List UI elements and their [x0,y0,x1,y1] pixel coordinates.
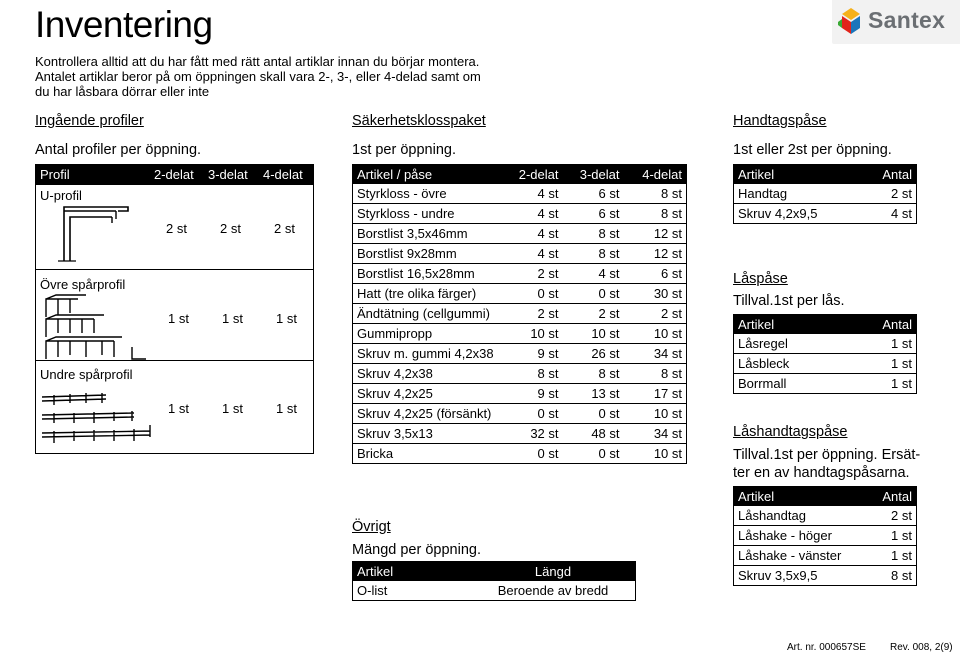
security-row-cell: Borstlist 16,5x28mm [353,264,508,284]
security-row-cell: 6 st [624,264,687,284]
security-row-cell: Borstlist 9x28mm [353,244,508,264]
lock-header-row [734,315,917,335]
security-row [353,324,687,344]
lockhandle-row [734,546,917,566]
lockhandle-row [734,506,917,526]
other-row [353,581,636,601]
security-col-3delat: 3-delat [563,165,624,185]
security-row-cell: 10 st [563,324,624,344]
security-row-cell: 8 st [507,364,562,384]
lockhandle-row-cell: 1 st [858,546,917,566]
security-row-cell: 4 st [507,184,562,204]
security-row-cell: 2 st [507,264,562,284]
security-row-cell: 6 st [563,184,624,204]
security-row-cell: 17 st [624,384,687,404]
lockhandle-col-article: Artikel [734,487,859,507]
lock-row-cell: Låsbleck [734,354,859,374]
security-row [353,404,687,424]
lock-row-cell: Låsregel [734,334,859,354]
lockhandle-heading: Låshandtagspåse [733,424,848,440]
handle-row [734,184,917,204]
undre-3delat: 1 st [222,401,243,416]
security-row-cell: Skruv 4,2x25 (försänkt) [353,404,508,424]
security-header-row [353,165,687,185]
security-table [352,164,687,464]
security-row-cell: 2 st [563,304,624,324]
security-row-cell: 10 st [624,324,687,344]
santex-logo-icon [838,8,864,36]
profiles-heading: Ingående profiler [35,113,144,129]
other-col-article: Artikel [353,562,472,582]
security-row-cell: Styrkloss - övre [353,184,508,204]
security-row-cell: 10 st [507,324,562,344]
lock-col-count: Antal [858,315,917,335]
u-profil-4delat: 2 st [274,221,295,236]
security-row-cell: 12 st [624,244,687,264]
security-row-cell: Skruv 4,2x25 [353,384,508,404]
security-row-cell: 8 st [563,244,624,264]
security-row-cell: Hatt (tre olika färger) [353,284,508,304]
lock-row [734,354,917,374]
security-row [353,184,687,204]
security-row-cell: 6 st [563,204,624,224]
security-row-cell: 0 st [563,284,624,304]
security-col-4delat: 4-delat [624,165,687,185]
security-row [353,244,687,264]
other-header-row [353,562,636,582]
intro-line-2: Antalet artiklar beror på om öppningen skall vara 2-, 3-, eller 4-delad samt om du har låsbara dörrar eller inte [35,69,481,99]
security-row-cell: 9 st [507,344,562,364]
security-row-cell: Bricka [353,444,508,464]
lockhandle-subtitle-line-2: ter en av handtagspåsarna. [733,465,910,481]
security-row-cell: 8 st [624,184,687,204]
page-title: Inventering [35,4,213,45]
security-row-cell: 13 st [563,384,624,404]
lock-col-article: Artikel [734,315,859,335]
u-profil-3delat: 2 st [220,221,241,236]
lockhandle-row-cell: Låshake - vänster [734,546,859,566]
ovre-3delat: 1 st [222,311,243,326]
security-row-cell: 12 st [624,224,687,244]
handle-row-cell: 4 st [858,204,917,224]
security-row-cell: Gummipropp [353,324,508,344]
lock-row-cell: Borrmall [734,374,859,394]
ovre-4delat: 1 st [276,311,297,326]
profile-name-u: U-profil [40,188,82,203]
security-row-cell: 26 st [563,344,624,364]
ovre-2delat: 1 st [168,311,189,326]
footer-revision: Rev. 008, 2(9) [890,642,953,653]
security-row-cell: 0 st [563,404,624,424]
security-row-cell: Borstlist 3,5x46mm [353,224,508,244]
security-row-cell: 8 st [563,224,624,244]
handle-col-article: Artikel [734,165,859,185]
other-table [352,561,636,601]
lock-row-cell: 1 st [858,354,917,374]
handle-row-cell: Skruv 4,2x9,5 [734,204,859,224]
handle-subtitle: 1st eller 2st per öppning. [733,142,892,158]
security-row-cell: 10 st [624,444,687,464]
handle-row-cell: 2 st [858,184,917,204]
security-row-cell: 8 st [563,364,624,384]
security-row-cell: Ändtätning (cellgummi) [353,304,508,324]
security-row-cell: Skruv 4,2x38 [353,364,508,384]
lockhandle-row-cell: 2 st [858,506,917,526]
security-row-cell: 4 st [563,264,624,284]
other-row-cell: O-list [353,581,472,601]
security-row-cell: 8 st [624,204,687,224]
lockhandle-row-cell: Låshandtag [734,506,859,526]
security-row [353,304,687,324]
handle-row-cell: Handtag [734,184,859,204]
security-row-cell: 48 st [563,424,624,444]
profiles-table [35,164,314,454]
security-heading: Säkerhetsklosspaket [352,113,486,129]
handle-col-count: Antal [858,165,917,185]
lockhandle-row [734,566,917,586]
lock-subtitle: Tillval.1st per lås. [733,293,845,309]
handle-row [734,204,917,224]
security-subtitle: 1st per öppning. [352,142,456,158]
profile-name-undre: Undre spårprofil [40,367,133,382]
security-row-cell: 0 st [563,444,624,464]
security-row [353,384,687,404]
undre-2delat: 1 st [168,401,189,416]
security-row-cell: 10 st [624,404,687,424]
profiles-col-2delat: 2-delat [154,167,194,182]
other-row-cell: Beroende av bredd [471,581,636,601]
intro-text [35,54,495,99]
u-profile-drawing-icon [56,205,136,265]
security-row [353,264,687,284]
security-row-cell: 0 st [507,404,562,424]
security-row-cell: 32 st [507,424,562,444]
security-row-cell: 34 st [624,344,687,364]
lockhandle-row-cell: Låshake - höger [734,526,859,546]
handle-table [733,164,917,224]
security-col-article: Artikel / påse [353,165,508,185]
security-row-cell: 0 st [507,284,562,304]
security-row [353,364,687,384]
brand-name: Santex [868,7,946,33]
u-profil-2delat: 2 st [166,221,187,236]
security-row [353,204,687,224]
lockhandle-col-count: Antal [858,487,917,507]
profile-name-ovre: Övre spårprofil [40,277,126,292]
lockhandle-subtitle [733,446,920,482]
lock-table [733,314,917,394]
profiles-divider-2 [36,360,313,361]
lock-row [734,374,917,394]
profiles-col-4delat: 4-delat [263,167,303,182]
undre-4delat: 1 st [276,401,297,416]
security-row-cell: 0 st [507,444,562,464]
lockhandle-header-row [734,487,917,507]
security-row [353,344,687,364]
lockhandle-row [734,526,917,546]
security-row [353,424,687,444]
security-row-cell: 4 st [507,204,562,224]
upper-track-profile-drawing-icon [42,293,152,363]
lockhandle-row-cell: 8 st [858,566,917,586]
profiles-subtitle: Antal profiler per öppning. [35,142,202,158]
security-row-cell: 30 st [624,284,687,304]
lock-row [734,334,917,354]
handle-header-row [734,165,917,185]
profiles-col-profil: Profil [40,167,70,182]
other-heading: Övrigt [352,519,391,535]
security-row [353,224,687,244]
security-row-cell: 8 st [624,364,687,384]
lock-row-cell: 1 st [858,334,917,354]
security-row-cell: Skruv m. gummi 4,2x38 [353,344,508,364]
footer-article-number: Art. nr. 000657SE [787,642,866,653]
other-subtitle: Mängd per öppning. [352,542,481,558]
security-row-cell: 9 st [507,384,562,404]
lockhandle-row-cell: 1 st [858,526,917,546]
security-row-cell: 2 st [507,304,562,324]
profiles-divider-1 [36,269,313,270]
profiles-col-3delat: 3-delat [208,167,248,182]
lower-track-profile-drawing-icon [40,385,160,449]
security-col-2delat: 2-delat [507,165,562,185]
security-row-cell: 4 st [507,224,562,244]
security-row [353,444,687,464]
security-row-cell: 34 st [624,424,687,444]
security-row [353,284,687,304]
intro-line-1: Kontrollera alltid att du har fått med rätt antal artiklar innan du börjar montera. [35,54,480,69]
security-row-cell: Skruv 3,5x13 [353,424,508,444]
handle-heading: Handtagspåse [733,113,827,129]
lockhandle-subtitle-line-1: Tillval.1st per öppning. Ersät- [733,447,921,463]
lockhandle-row-cell: Skruv 3,5x9,5 [734,566,859,586]
security-row-cell: 2 st [624,304,687,324]
lock-heading: Låspåse [733,271,788,287]
security-row-cell: Styrkloss - undre [353,204,508,224]
lockhandle-table [733,486,917,586]
security-row-cell: 4 st [507,244,562,264]
lock-row-cell: 1 st [858,374,917,394]
other-col-length: Längd [471,562,636,582]
